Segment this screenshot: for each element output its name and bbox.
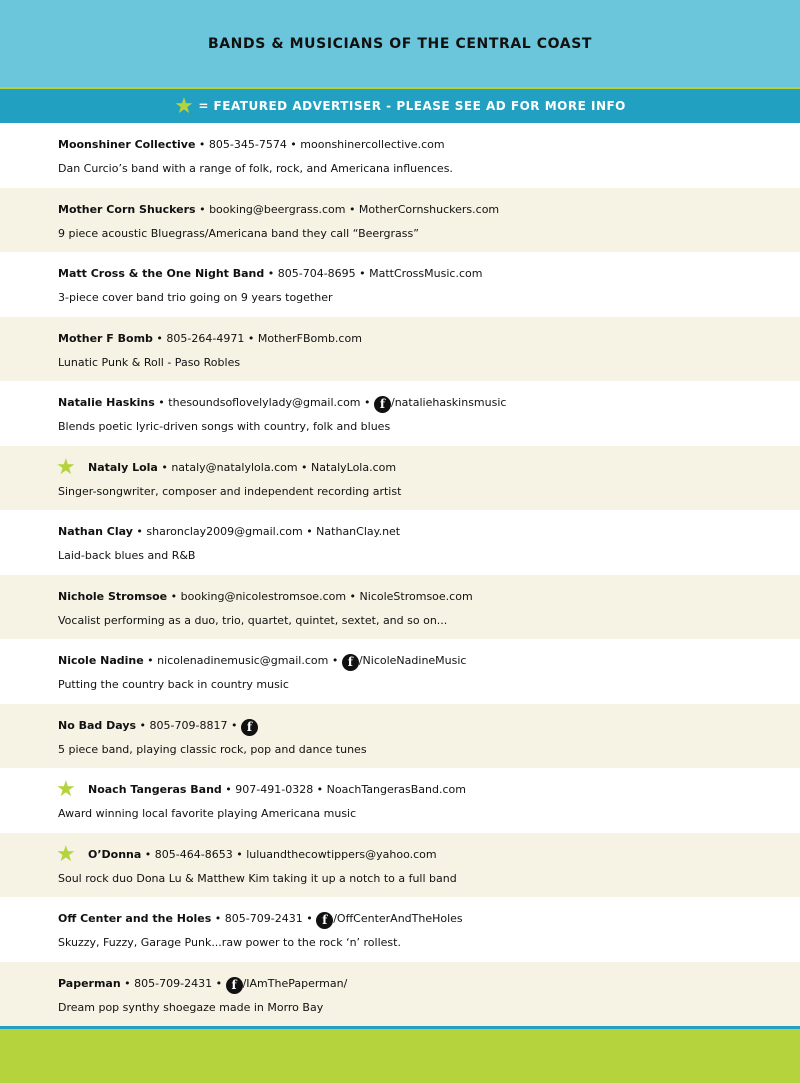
band-description: 3-piece cover band trio going on 9 years together — [58, 291, 333, 304]
featured-legend — [0, 87, 800, 123]
band-description: Skuzzy, Fuzzy, Garage Punk...raw power to the rock ‘n’ rollest. — [58, 936, 401, 949]
footer-divider — [0, 1026, 800, 1029]
list-item — [0, 639, 800, 704]
band-description: Singer-songwriter, composer and independent recording artist — [58, 484, 402, 498]
list-item — [0, 897, 800, 962]
facebook-icon[interactable]: f — [241, 719, 258, 736]
star-icon: ★ — [56, 454, 76, 480]
page-title: BANDS & MUSICIANS OF THE CENTRAL COAST — [207, 36, 593, 52]
facebook-handle[interactable]: /NicoleNadineMusic — [358, 654, 467, 667]
band-contact: • 805-709-2431 • — [120, 976, 226, 990]
band-description: Dream pop synthy shoegaze made in Morro Bay — [58, 1000, 324, 1014]
band-description: Award winning local favorite playing Americana music — [58, 807, 357, 820]
band-contact: • 805-709-8817 • — [136, 718, 241, 732]
band-contact: • 805-464-8653 • luluandthecowtippers@yahoo.com — [141, 847, 437, 861]
list-item-featured — [0, 768, 800, 833]
band-contact: • nataly@natalylola.com • NatalyLola.com — [157, 460, 397, 474]
band-contact: • booking@beergrass.com • MotherCornshuckers.com — [195, 202, 500, 216]
band-contact: • 805-709-2431 • — [211, 912, 317, 925]
star-icon: ★ — [56, 841, 76, 867]
band-name: Nicole Nadine — [58, 654, 144, 667]
header-band — [0, 0, 800, 87]
band-description: Dan Curcio’s band with a range of folk, rock, and Americana influences. — [58, 162, 453, 175]
list-item-featured — [0, 833, 800, 898]
band-description: Blends poetic lyric-driven songs with country, folk and blues — [58, 420, 391, 433]
list-item — [0, 123, 800, 188]
band-description: Lunatic Punk & Roll - Paso Robles — [58, 355, 241, 369]
band-name: Matt Cross & the One Night Band — [58, 267, 265, 280]
band-name: Mother F Bomb — [58, 331, 153, 345]
band-contact: • nicolenadinemusic@gmail.com • — [143, 654, 342, 667]
band-description: 9 piece acoustic Bluegrass/Americana band they call “Beergrass” — [58, 226, 419, 240]
band-name: Nichole Stromsoe — [58, 589, 168, 603]
band-name: Mother Corn Shuckers — [58, 202, 196, 216]
band-name: No Bad Days — [58, 718, 137, 732]
star-icon: ★ — [56, 777, 76, 802]
legend-text: = FEATURED ADVERTISER - PLEASE SEE AD FOR MORE INFO — [198, 99, 626, 113]
band-contact: • booking@nicolestromsoe.com • NicoleStromsoe.com — [167, 589, 473, 603]
facebook-handle[interactable]: /nataliehaskinsmusic — [391, 396, 507, 409]
list-item — [0, 381, 800, 446]
facebook-icon[interactable]: f — [374, 396, 391, 413]
facebook-handle[interactable]: /OffCenterAndTheHoles — [333, 912, 463, 925]
band-name: Nathan Clay — [58, 525, 133, 538]
band-description: Vocalist performing as a duo, trio, quartet, quintet, sextet, and so on... — [58, 613, 448, 627]
band-description: Putting the country back in country music — [58, 678, 289, 691]
band-description: Soul rock duo Dona Lu & Matthew Kim taking it up a notch to a full band — [58, 871, 457, 885]
list-item — [0, 962, 800, 1027]
band-name: Paperman — [58, 976, 121, 990]
band-contact: • 805-264-4971 • MotherFBomb.com — [152, 331, 362, 345]
band-contact: • 805-345-7574 • moonshinercollective.com — [195, 138, 445, 151]
list-item — [0, 575, 800, 640]
band-name: Nataly Lola — [88, 460, 158, 474]
list-item — [0, 510, 800, 575]
list-item — [0, 704, 800, 769]
facebook-icon[interactable]: f — [226, 977, 243, 994]
star-icon: ★ — [174, 93, 195, 119]
band-contact: • sharonclay2009@gmail.com • NathanClay.net — [132, 525, 401, 538]
band-name: O’Donna — [88, 847, 142, 861]
band-name: Noach Tangeras Band — [88, 783, 222, 796]
band-description: 5 piece band, playing classic rock, pop and dance tunes — [58, 742, 367, 756]
band-contact: • 907-491-0328 • NoachTangerasBand.com — [221, 783, 466, 796]
list-item-featured — [0, 446, 800, 511]
list-item — [0, 188, 800, 253]
facebook-icon[interactable]: f — [316, 912, 333, 929]
entry-list — [0, 123, 800, 1026]
band-contact: • 805-704-8695 • MattCrossMusic.com — [264, 267, 483, 280]
facebook-icon[interactable]: f — [342, 654, 359, 671]
list-item — [0, 317, 800, 382]
list-item — [0, 252, 800, 317]
band-name: Natalie Haskins — [58, 396, 155, 409]
band-name: Moonshiner Collective — [58, 138, 196, 151]
band-contact: • thesoundsoflovelylady@gmail.com • — [154, 396, 374, 409]
band-description: Laid-back blues and R&B — [58, 549, 196, 562]
facebook-handle[interactable]: /IAmThePaperman/ — [242, 976, 348, 990]
band-name: Off Center and the Holes — [58, 912, 212, 925]
